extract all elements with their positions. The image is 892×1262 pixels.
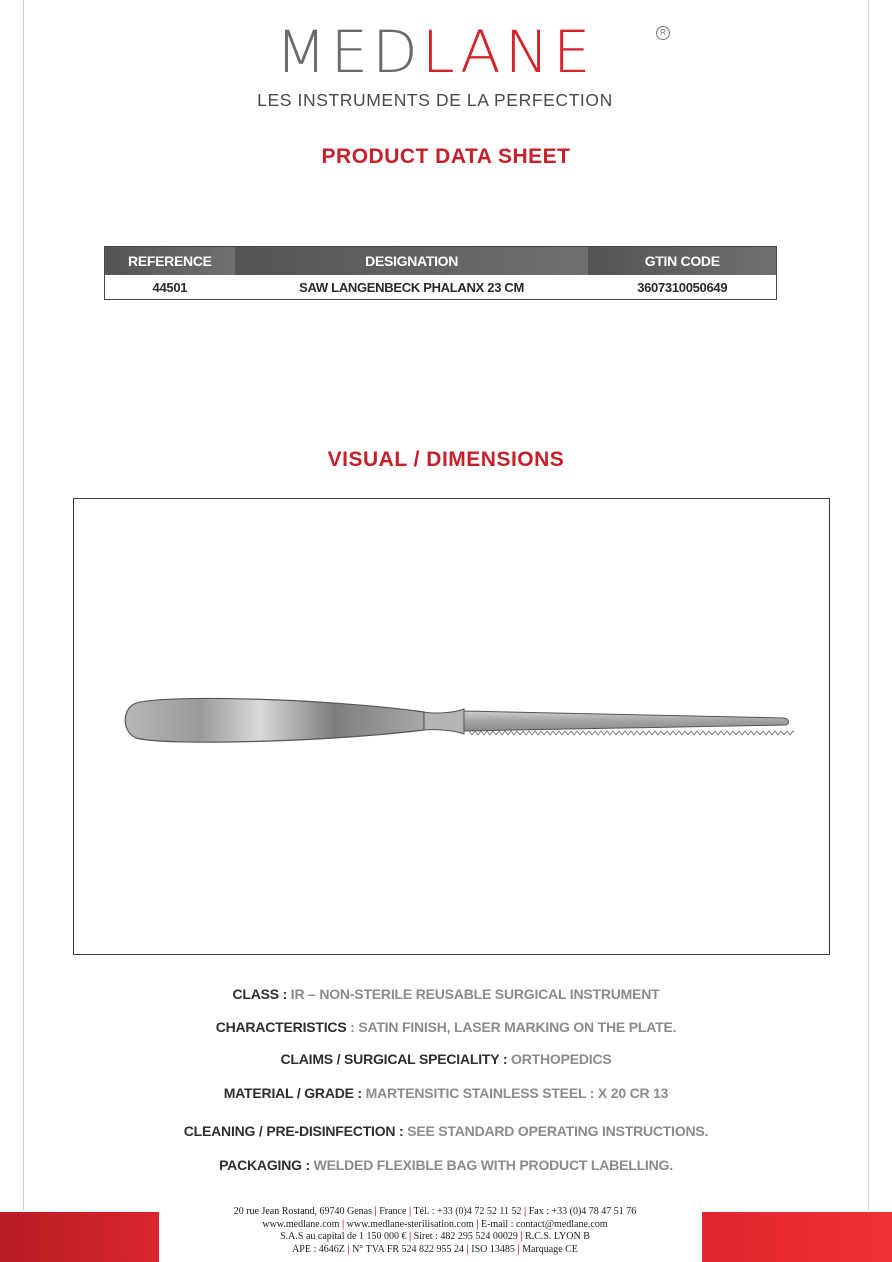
footer-separator: | [520, 1231, 523, 1242]
footer-capital: S.A.S au capital de 1 150 000 € [280, 1231, 407, 1242]
spec-characteristics-label: CHARACTERISTICS [215, 1019, 347, 1035]
spec-class-value: IR – NON-STERILE REUSABLE SURGICAL INSTRUMENT [287, 986, 660, 1002]
table-row [105, 275, 777, 300]
spec-material-value: MARTENSITIC STAINLESS STEEL : X 20 CR 13 [361, 1085, 669, 1101]
footer-sterilisation-link[interactable]: www.medlane-sterilisation.com [346, 1218, 474, 1230]
visual-dimensions-title: VISUAL / DIMENSIONS [327, 448, 565, 471]
spec-material [0, 1085, 892, 1101]
footer-iso: ISO 13485 [471, 1243, 515, 1255]
column-header-gtin: GTIN CODE [588, 247, 776, 276]
footer-line-web [180, 1219, 690, 1232]
footer-separator: | [374, 1206, 377, 1217]
footer-separator: | [347, 1243, 350, 1255]
spec-claims [0, 1051, 892, 1067]
product-data-sheet-title: PRODUCT DATA SHEET [321, 145, 571, 168]
footer-website-link[interactable]: www.medlane.com [262, 1218, 340, 1230]
footer-separator: | [524, 1206, 527, 1217]
spec-packaging-label: PACKAGING : [219, 1157, 310, 1173]
footer-ce: Marquage CE [522, 1243, 578, 1255]
spec-packaging-value: WELDED FLEXIBLE BAG WITH PRODUCT LABELLING. [309, 1157, 673, 1173]
footer-red-bar-right [702, 1212, 892, 1262]
spec-claims-value: ORTHOPEDICS [507, 1051, 612, 1067]
spec-characteristics [0, 1019, 892, 1035]
footer-country: France [379, 1206, 407, 1217]
footer-line-certifications [180, 1244, 690, 1257]
footer-siret: Siret : 482 295 524 00029 [413, 1231, 518, 1242]
spec-class [0, 986, 892, 1002]
column-header-reference: REFERENCE [105, 247, 235, 276]
spec-cleaning-label: CLEANING / PRE-DISINFECTION : [183, 1123, 404, 1139]
logo-wordmark-part1: MED [275, 18, 422, 86]
spec-material-label: MATERIAL / GRADE : [223, 1085, 362, 1101]
spec-cleaning [0, 1123, 892, 1139]
spec-characteristics-value: : SATIN FINISH, LASER MARKING ON THE PLATE. [346, 1019, 677, 1035]
footer-red-bar-left [0, 1212, 159, 1262]
product-reference-table [104, 246, 777, 300]
logo-tagline: LES INSTRUMENTS DE LA PERFECTION [257, 90, 613, 110]
logo-wordmark [211, 20, 660, 84]
footer-separator: | [408, 1206, 412, 1217]
table-header-row [105, 247, 777, 276]
footer-fax: Fax : +33 (0)4 78 47 51 76 [528, 1206, 637, 1217]
footer-tva: N° TVA FR 524 822 955 24 [352, 1243, 465, 1255]
designation-cell: SAW LANGENBECK PHALANX 23 CM [235, 275, 589, 300]
footer-separator: | [476, 1218, 479, 1230]
footer-tel: Tél. : +33 (0)4 72 52 11 52 [413, 1206, 522, 1217]
reference-cell: 44501 [105, 275, 235, 300]
langenbeck-saw-image [124, 694, 794, 754]
footer-ape: APE : 4646Z [292, 1243, 345, 1255]
footer-separator: | [466, 1243, 469, 1255]
footer-separator: | [341, 1218, 345, 1230]
column-header-designation: DESIGNATION [235, 247, 589, 276]
registered-mark-icon: R [656, 26, 670, 40]
spec-claims-label: CLAIMS / SURGICAL SPECIALITY : [280, 1051, 508, 1067]
spec-packaging [0, 1157, 892, 1173]
footer-rcs: R.C.S. LYON B [525, 1231, 590, 1242]
footer-line-address [180, 1206, 690, 1219]
spec-class-label: CLASS : [232, 986, 288, 1002]
footer-email-link[interactable]: E-mail : contact@medlane.com [480, 1218, 608, 1230]
gtin-cell: 3607310050649 [588, 275, 776, 300]
footer-separator: | [408, 1231, 412, 1242]
footer-line-legal [180, 1231, 690, 1244]
product-visual-frame [73, 498, 830, 955]
logo-wordmark-part2: LANE [421, 18, 595, 86]
footer-separator: | [517, 1243, 520, 1255]
spec-cleaning-value: SEE STANDARD OPERATING INSTRUCTIONS. [403, 1123, 709, 1139]
footer-address: 20 rue Jean Rostand, 69740 Genas [233, 1206, 373, 1217]
medlane-logo [215, 20, 685, 115]
company-footer [180, 1206, 690, 1256]
